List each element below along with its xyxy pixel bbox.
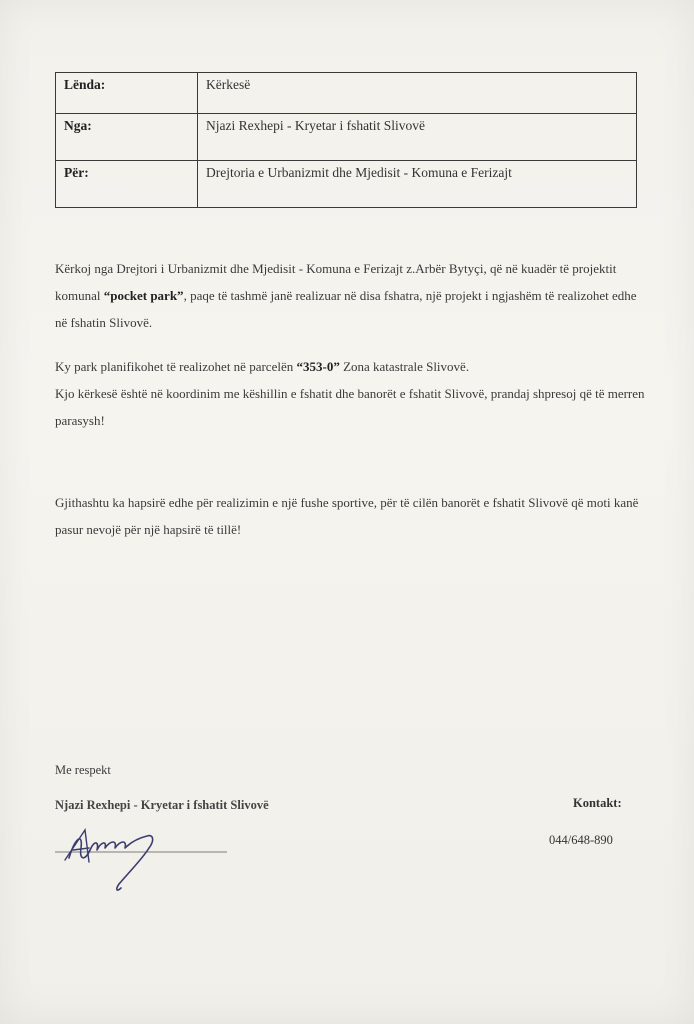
paragraph-parcel-text [55, 353, 645, 380]
paragraph-text: Zona katastrale Slivovë. [339, 359, 470, 374]
signature-icon [55, 818, 235, 898]
paragraph-sports [55, 489, 645, 543]
subject-label: Lënda: [56, 73, 198, 114]
from-value: Njazi Rexhepi - Kryetar i fshatit Slivovë [198, 114, 637, 161]
paragraph-text: Kërkoj nga Drejtori i Urbanizmit dhe Mjedisit - Komuna e Ferizajt z.Arbër Bytyçi, që në kuadër të projektit komunal [55, 261, 617, 303]
table-row [56, 73, 637, 114]
paragraph-text: Ky park planifikohet të realizohet në parcelën [55, 359, 297, 374]
paragraph-request-text [55, 255, 645, 336]
table-row [56, 114, 637, 161]
to-label: Për: [56, 161, 198, 208]
paragraph-coordination: Kjo kërkesë është në koordinim me këshillin e fshatit dhe banorët e fshatit Slivovë, prandaj shpresoj që të merren parasysh! [55, 386, 645, 428]
contact-phone: 044/648-890 [549, 833, 613, 847]
signer-name: Njazi Rexhepi - Kryetar i fshatit Slivovë [55, 798, 269, 812]
project-name: “pocket park” [103, 288, 184, 303]
paragraph-request [55, 255, 645, 336]
to-value: Drejtoria e Urbanizmit dhe Mjedisit - Komuna e Ferizajt [198, 161, 637, 208]
parcel-number: “353-0” [296, 359, 340, 374]
table-row [56, 161, 637, 208]
subject-value: Kërkesë [198, 73, 637, 114]
contact-label: Kontakt: [573, 796, 622, 810]
from-label: Nga: [56, 114, 198, 161]
paragraph-sports-text: Gjithashtu ka hapsirë edhe për realizimin e një fushe sportive, për të cilën banorët e fshatit Slivovë që moti kanë pasur nevojë për një hapsirë të tillë! [55, 495, 639, 537]
closing-text: Me respekt [55, 763, 111, 777]
header-table [55, 72, 637, 208]
paragraph-parcel [55, 353, 645, 434]
paragraph-text: , paqe të tashmë janë realizuar në disa fshatra, një projekt i ngjashëm të realizohet edhe në fshatin Slivovë. [55, 288, 637, 330]
